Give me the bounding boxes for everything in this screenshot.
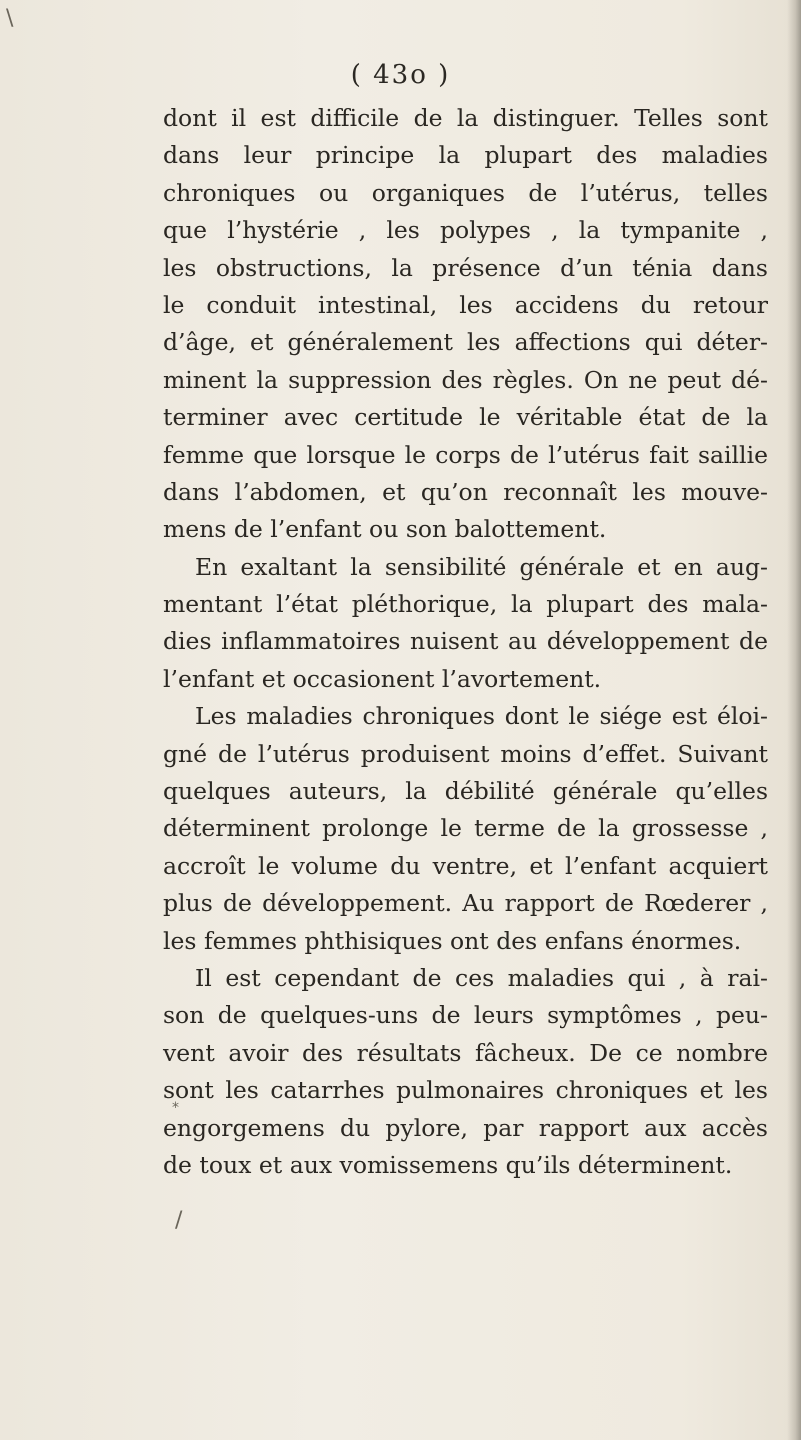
- text-line: l’enfant et occasionent l’avortement.: [163, 664, 602, 693]
- text-line: Les maladies chroniques dont le siége est éloi-: [195, 702, 768, 731]
- text-line: dies inflammatoires nuisent au développement de: [163, 627, 768, 656]
- page-edge-shadow: [787, 0, 801, 1440]
- text-line: dans l’abdomen, et qu’on reconnaît les mouve-: [163, 477, 768, 506]
- text-line: mens de l’enfant ou son balottement.: [163, 515, 607, 544]
- text-line: femme que lorsque le corps de l’utérus fait saillie: [163, 440, 768, 469]
- text-line: que l’hystérie , les polypes , la tympanite ,: [163, 216, 768, 245]
- text-line: chroniques ou organiques de l’utérus, telles: [163, 178, 768, 207]
- text-line: plus de développement. Au rapport de Rœderer ,: [163, 889, 768, 918]
- text-line: engorgemens du pylore, par rapport aux accès: [163, 1113, 768, 1142]
- text-line: gné de l’utérus produisent moins d’effet. Suivant: [163, 739, 768, 768]
- text-line: quelques auteurs, la débilité générale qu’elles: [163, 777, 768, 806]
- text-line: minent la suppression des règles. On ne peut dé-: [163, 365, 768, 394]
- text-line: terminer avec certitude le véritable état de la: [163, 403, 768, 432]
- text-line: le conduit intestinal, les accidens du retour: [163, 290, 768, 319]
- corner-mark: \: [6, 6, 14, 31]
- text-line: déterminent prolonge le terme de la grossesse ,: [163, 814, 768, 843]
- text-line: dans leur principe la plupart des maladies: [163, 141, 768, 170]
- text-line: dont il est difficile de la distinguer. Telles sont: [163, 104, 768, 132]
- text-line: son de quelques-uns de leurs symptômes , peu-: [163, 1001, 768, 1030]
- page-number: ( 43o ): [350, 60, 451, 90]
- text-line: vent avoir des résultats fâcheux. De ce nombre: [163, 1038, 768, 1067]
- text-line: accroît le volume du ventre, et l’enfant acquiert: [163, 851, 768, 880]
- text-line: sont les catarrhes pulmonaires chroniques et les: [163, 1076, 768, 1105]
- text-line: Il est cependant de ces maladies qui , à rai-: [195, 963, 768, 992]
- text-line: les obstructions, la présence d’un ténia dans: [163, 253, 768, 282]
- stray-mark: *: [172, 1100, 179, 1116]
- text-line: d’âge, et généralement les affections qui déter-: [163, 328, 768, 357]
- body-text: [163, 100, 768, 1184]
- text-line: de toux et aux vomissemens qu’ils déterminent.: [163, 1150, 733, 1179]
- text-line: En exaltant la sensibilité générale et en aug-: [195, 552, 768, 581]
- lower-mark: /: [175, 1208, 183, 1233]
- text-line: mentant l’état pléthorique, la plupart des mala-: [163, 590, 768, 619]
- text-line: les femmes phthisiques ont des enfans énormes.: [163, 926, 742, 955]
